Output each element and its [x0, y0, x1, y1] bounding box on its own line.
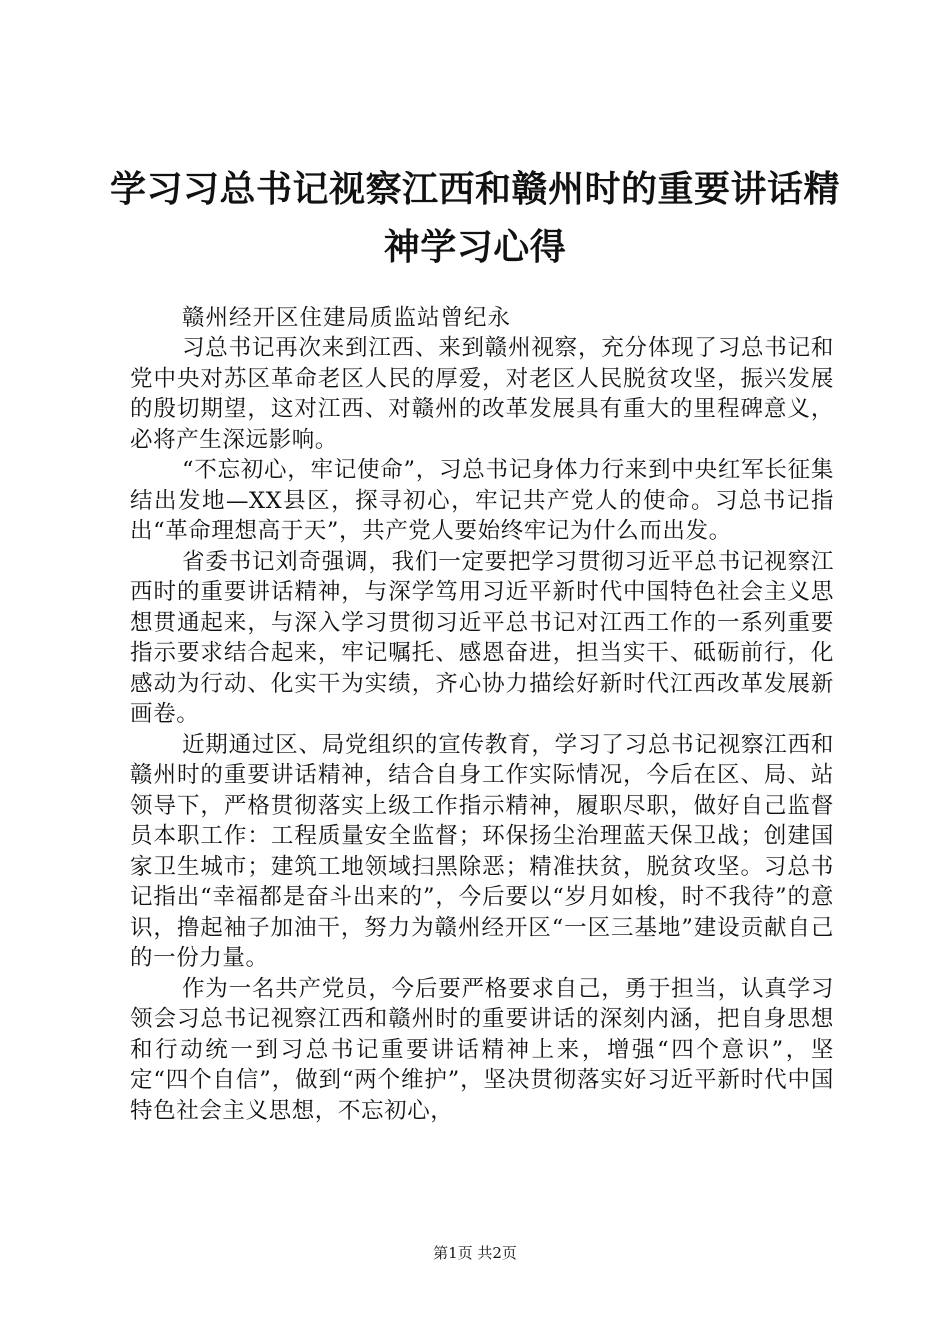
- paragraph-1: 习总书记再次来到江西、来到赣州视察，充分体现了习总书记和党中央对苏区革命老区人民的厚爱，对老区人民脱贫攻坚，振兴发展的殷切期望，这对江西、对赣州的改革发展具有重大的里程碑意义，必将产生深远影响。: [130, 335, 834, 453]
- page-number-footer: 第1页 共2页: [433, 1244, 517, 1262]
- paragraph-5: 作为一名共产党员，今后要严格要求自己，勇于担当，认真学习领会习总书记视察江西和赣州时的重要讲话的深刻内涵，把自身思想和行动统一到习总书记重要讲话精神上来，增强“四个意识”，坚定“四个自信”，做到“两个维护”，坚决贯彻落实好习近平新时代中国特色社会主义思想，不忘初心，: [130, 975, 834, 1124]
- document-body: [130, 333, 834, 1126]
- paragraph-2: “不忘初心，牢记使命”，习总书记身体力行来到中央红军长征集结出发地—XX县区，探寻初心，牢记共产党人的使命。习总书记指出“革命理想高于天”，共产党人要始终牢记为什么而出发。: [130, 457, 834, 544]
- document-title: 学习习总书记视察江西和赣州时的重要讲话精神学习心得: [110, 168, 841, 268]
- paragraph-4: 近期通过区、局党组织的宣传教育，学习了习总书记视察江西和赣州时的重要讲话精神，结合自身工作实际情况，今后在区、局、站领导下，严格贯彻落实上级工作指示精神，履职尽职，做好自己监督员本职工作：工程质量安全监督；环保扬尘治理蓝天保卫战；创建国家卫生城市；建筑工地领域扫黑除恶；精准扶贫，脱贫攻坚。习总书记指出“幸福都是奋斗出来的”，今后要以“岁月如梭，时不我待”的意识，撸起袖子加油干，努力为赣州经开区“一区三基地”建设贡献自己的一份力量。: [130, 731, 834, 971]
- paragraph-3: 省委书记刘奇强调，我们一定要把学习贯彻习近平总书记视察江西时的重要讲话精神，与深学笃用习近平新时代中国特色社会主义思想贯通起来，与深入学习贯彻习近平总书记对江西工作的一系列重要指示要求结合起来，牢记嘱托、感恩奋进，担当实干、砥砺前行，化感动为行动、化实干为实绩，齐心协力描绘好新时代江西改革发展新画卷。: [130, 548, 834, 727]
- author-line: 赣州经开区住建局质监站曾纪永: [182, 305, 512, 331]
